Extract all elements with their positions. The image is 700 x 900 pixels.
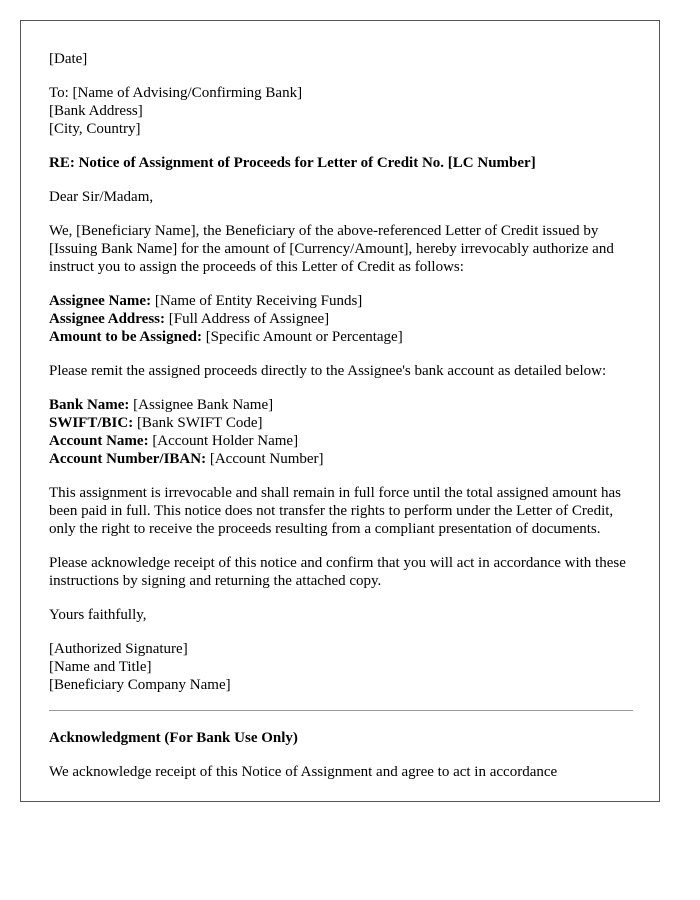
closing: Yours faithfully,	[49, 607, 147, 623]
acknowledgment-heading: Acknowledgment (For Bank Use Only)	[49, 730, 298, 746]
assignee-amount-label: Amount to be Assigned:	[49, 329, 202, 345]
bank-name-label: Bank Name:	[49, 397, 130, 413]
assignee-name-value: [Name of Entity Receiving Funds]	[151, 293, 363, 309]
account-number-label: Account Number/IBAN:	[49, 451, 207, 467]
signatory-name-title: [Name and Title]	[49, 659, 152, 675]
account-name-label: Account Name:	[49, 433, 149, 449]
letter-page	[20, 20, 660, 802]
account-name-row	[49, 432, 633, 450]
remit-paragraph: Please remit the assigned proceeds directly to the Assignee's bank account as detailed below:	[49, 363, 607, 379]
assignee-name-row	[49, 292, 633, 310]
intro-paragraph: We, [Beneficiary Name], the Beneficiary of the above-referenced Letter of Credit issued by [Issuing Bank Name] for the amount of [Currency/Amount], hereby irrevocably authorize and instruct you to assign the proceeds of this Letter of Credit as follows:	[49, 223, 614, 275]
account-number-value: [Account Number]	[206, 451, 324, 467]
recipient-bank-address: [Bank Address]	[49, 103, 143, 119]
salutation: Dear Sir/Madam,	[49, 189, 154, 205]
assignee-address-row	[49, 310, 633, 328]
bank-details	[49, 396, 633, 468]
account-name-value: [Account Holder Name]	[148, 433, 299, 449]
recipient-block	[49, 84, 633, 138]
subject-line: RE: Notice of Assignment of Proceeds for Letter of Credit No. [LC Number]	[49, 155, 536, 171]
letter-content	[49, 50, 633, 797]
acknowledgment-text: We acknowledge receipt of this Notice of Assignment and agree to act in accordance	[49, 764, 558, 780]
irrevocable-paragraph: This assignment is irrevocable and shall remain in full force until the total assigned amount has been paid in full. This notice does not transfer the rights to perform under the Letter of Credit, only the right to receive the proceeds resulting from a compliant presentation of documents.	[49, 485, 621, 537]
signature-block	[49, 640, 633, 694]
account-number-row	[49, 450, 633, 468]
assignee-name-label: Assignee Name:	[49, 293, 152, 309]
swift-label: SWIFT/BIC:	[49, 415, 134, 431]
swift-row	[49, 414, 633, 432]
bank-name-row	[49, 396, 633, 414]
assignee-amount-row	[49, 328, 633, 346]
bank-name-value: [Assignee Bank Name]	[129, 397, 274, 413]
acknowledge-request-paragraph: Please acknowledge receipt of this notice and confirm that you will act in accordance with these instructions by signing and returning the attached copy.	[49, 555, 626, 589]
recipient-city-country: [City, Country]	[49, 121, 141, 137]
assignee-amount-value: [Specific Amount or Percentage]	[201, 329, 403, 345]
authorized-signature: [Authorized Signature]	[49, 641, 188, 657]
recipient-bank-name: To: [Name of Advising/Confirming Bank]	[49, 85, 303, 101]
assignee-details	[49, 292, 633, 346]
beneficiary-company-name: [Beneficiary Company Name]	[49, 677, 231, 693]
letter-date: [Date]	[49, 51, 88, 67]
assignee-address-value: [Full Address of Assignee]	[165, 311, 330, 327]
assignee-address-label: Assignee Address:	[49, 311, 165, 327]
swift-value: [Bank SWIFT Code]	[133, 415, 263, 431]
section-divider	[49, 710, 633, 711]
